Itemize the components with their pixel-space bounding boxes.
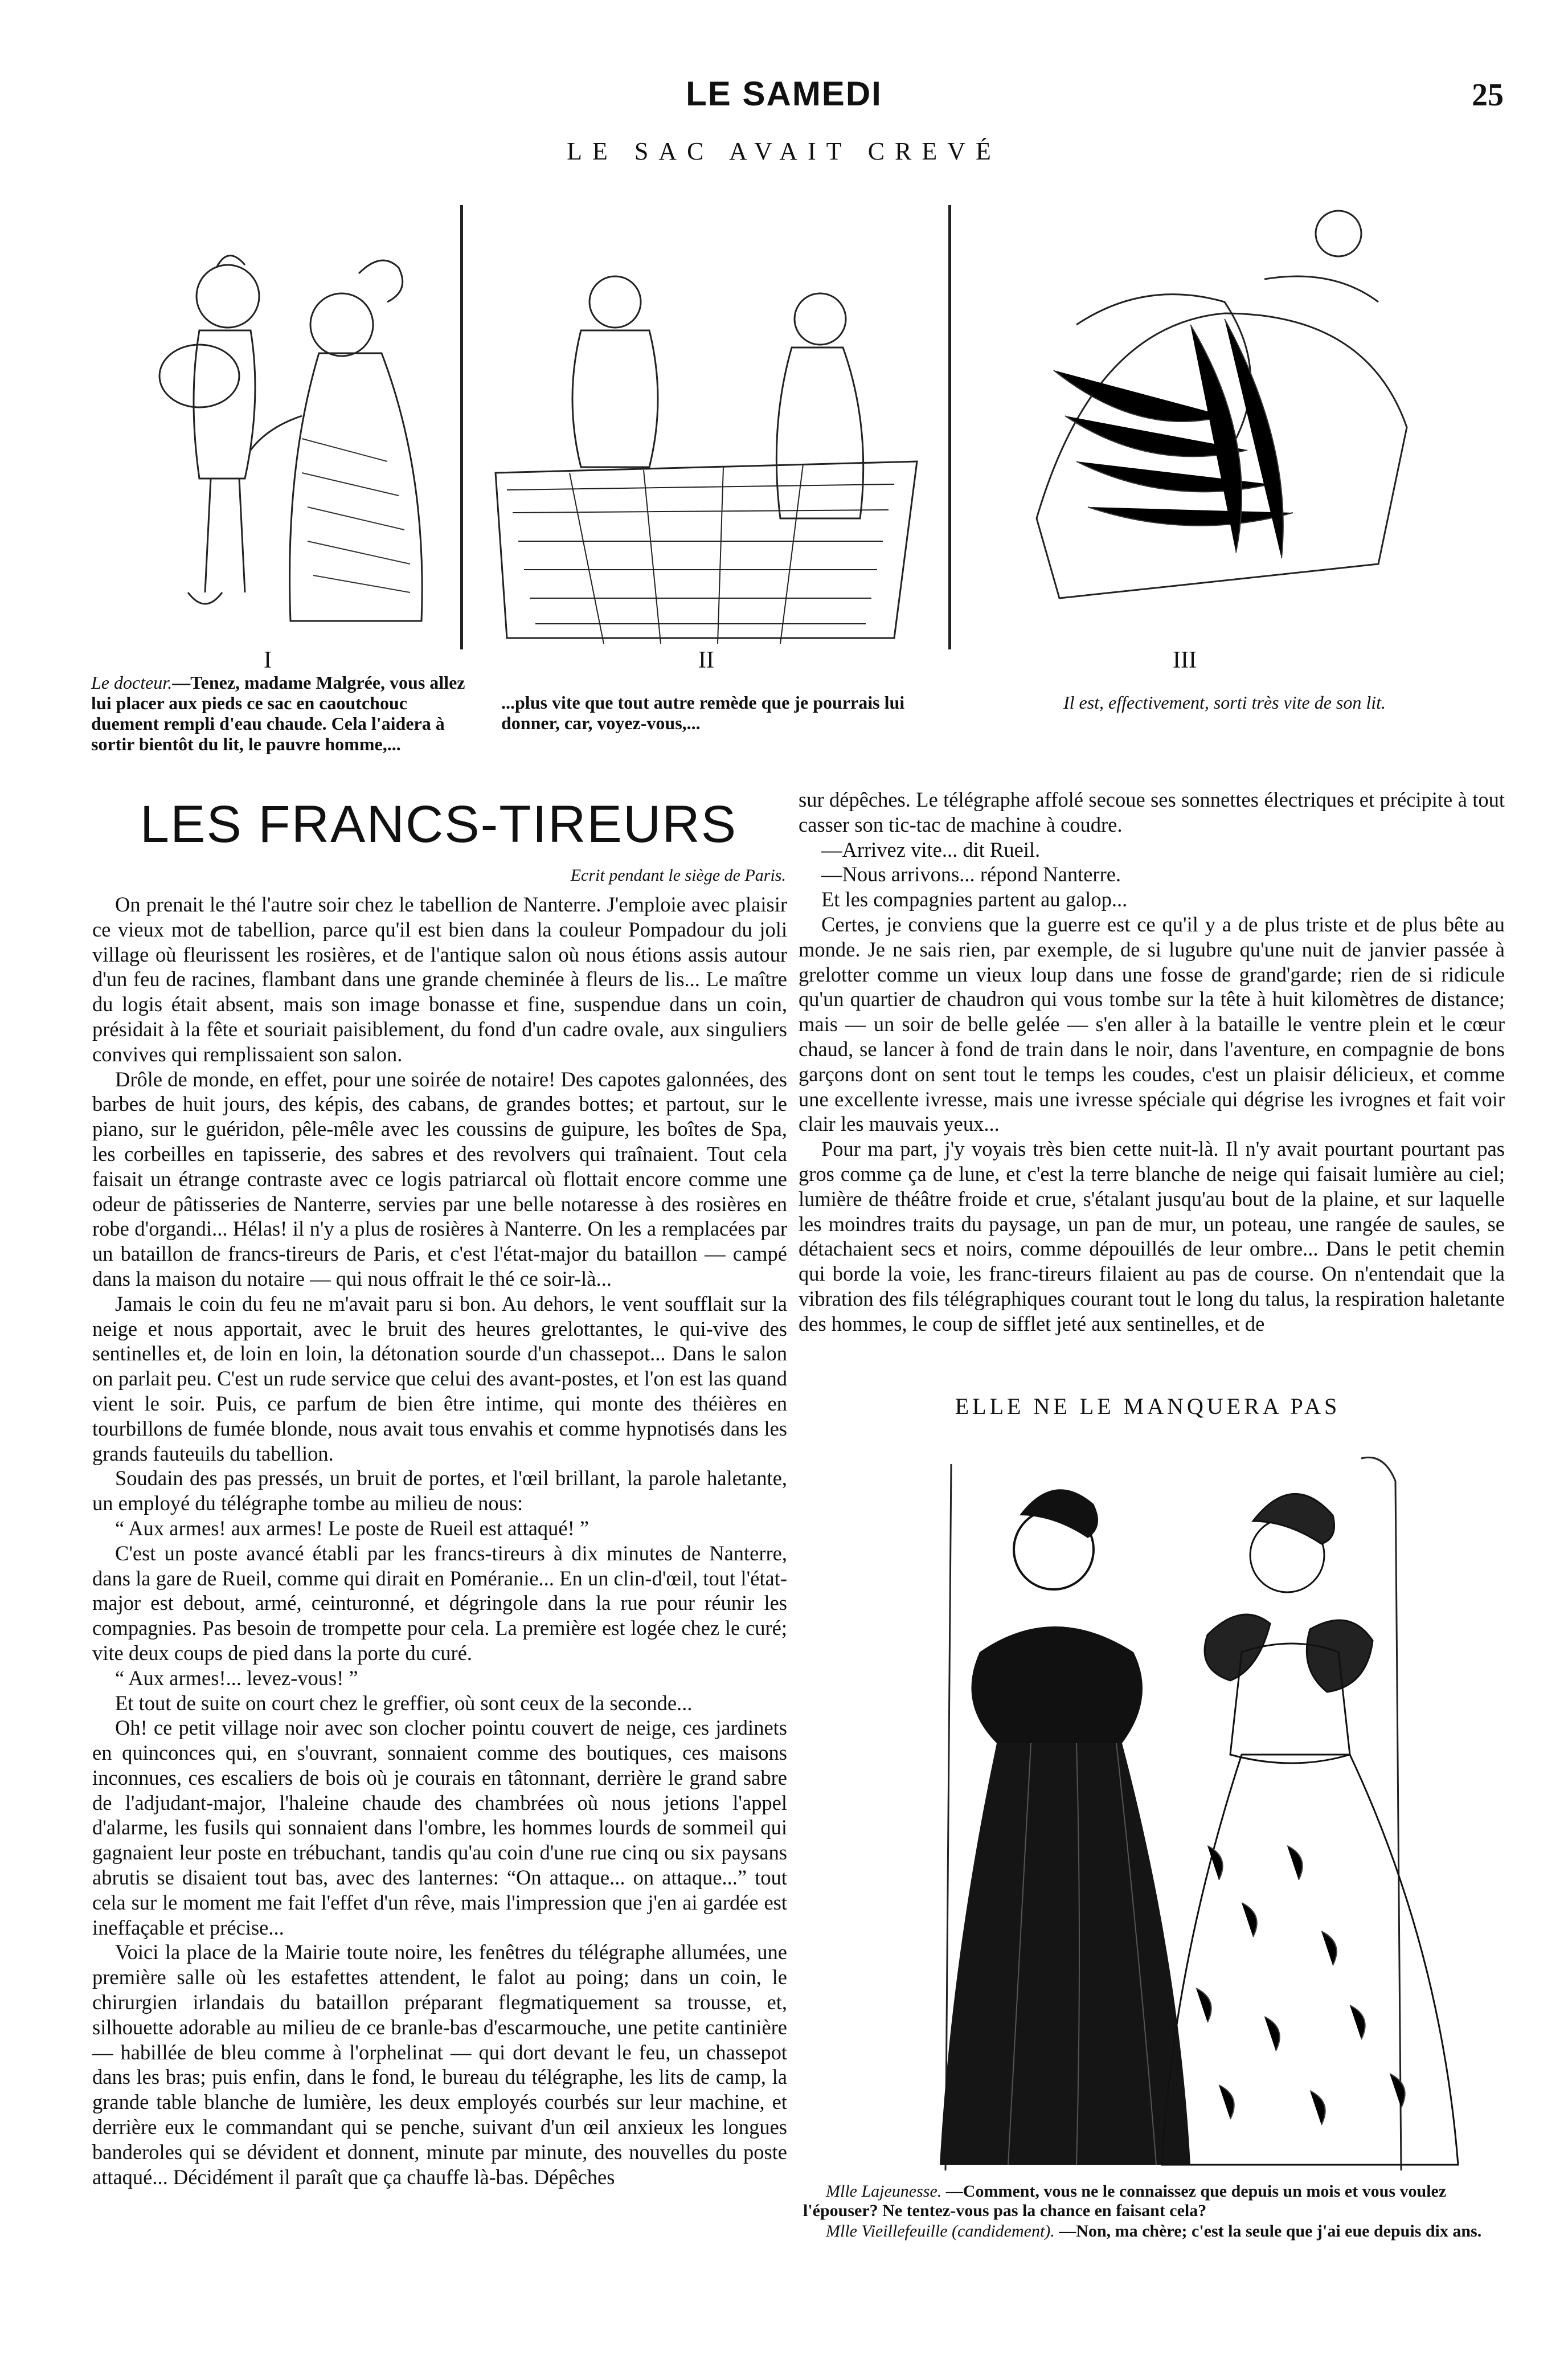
panel-3-text: Il est, effectivement, sorti très vite de son lit. (1063, 692, 1386, 713)
panel-2-caption: ...plus vite que tout autre remède que je pourrais lui donner, car, voyez-vous,... (501, 692, 905, 733)
two-women-illustration (809, 1447, 1492, 2170)
article-paragraph: Et tout de suite on court chez le greffier, où sont ceux de la seconde... (115, 1691, 693, 1715)
article-paragraph: Soudain des pas pressés, un bruit de portes, et l'œil brillant, la parole haletante, un employé du télégraphe tombe au milieu de nous: (92, 1466, 787, 1515)
article-paragraph: Pour ma part, j'y voyais très bien cette nuit-là. Il n'y avait pourtant pourtant pas gros comme ça de lune, et c'est la terre blanche de neige qui faisait lumière au ciel; lumière de théâtre froide et crue, s'étalant jusqu'au bout de la plaine, et sur laquelle les moindres traits du paysage, un pan de mur, un poteau, une rangée de saules, se détachaient secs et noirs, comme dépouillés de leur ombre... Dans le petit chemin qui borde la voie, les franc-tireurs filaient au pas de course. On n'entendait que la vibration des fils télégraphiques courant tout le long du talus, la respiration haletante des hommes, le coup de sifflet jeté aux sentinelles, et de (799, 1137, 1505, 1335)
article-paragraph: Certes, je conviens que la guerre est ce qu'il y a de plus triste et de plus bête au monde. Je ne sais rien, par exemple, de si lugubre qu'une nuit de janvier passée à grelotter comme un vieux loup dans une fosse de grand'garde; rien de si ridicule qu'un quartier de chaudron qui vous tombe sur la tête à huit kilomètres de distance; mais — un soir de belle gelée — s'en aller à la bataille le ventre plein et le cœur chaud, se lancer à fond de train dans le noir, dans l'aventure, en compagnie de bons garçons dont on sent tout le temps les coudes, c'est un plaisir délicieux, et comme une excellente ivresse, mais une ivresse spéciale qui dégrise les ivrognes et fait voir clair les mauvais yeux... (799, 912, 1505, 1136)
speaker-lajeunesse: Mlle Lajeunesse. (826, 2182, 942, 2201)
article-left-column (92, 892, 787, 2189)
article-paragraph: On prenait le thé l'autre soir chez le tabellion de Nanterre. J'emploie avec plaisir ce vieux mot de tabellion, parce qu'il est bien dans la couleur Pompadour du joli village où fleurissent les rosières, et de l'antique salon où nous étions assis autour d'un feu de racines, flambant dans une grande cheminée à fleurs de lis... Le maître du logis était absent, mais son image bonasse et fine, suspendue dans un coin, présidait à la fête et souriait paisiblement, du fond d'un cadre ovale, aux singuliers convives qui remplissaient son salon. (92, 893, 787, 1066)
article-paragraph: “ Aux armes! aux armes! Le poste de Rueil est attaqué! ” (115, 1516, 589, 1540)
panel-3-caption (1002, 692, 1447, 713)
article-paragraph: —Arrivez vite... dit Rueil. (821, 837, 1041, 861)
article-paragraph: Jamais le coin du feu ne m'avait paru si bon. Au dehors, le vent soufflait sur la neige et nous apportait, avec le bruit des heures grelottantes, le qui-vive des sentinelles et, de loin en loin, la détonation sourde d'un chassepot... Dans le salon on parlait peu. C'est un rude service que celui des avant-postes, et l'on est las quand vient le soir. Puis, ce parfum de bien être intime, qui monte des théières en tourbillons de fumée blonde, nous avait tous envahis et comme hypnotisés dans les grands fauteuils du tabellion. (92, 1291, 787, 1465)
panel-3-numeral: III (1173, 647, 1197, 673)
article-paragraph: C'est un poste avancé établi par les francs-tireurs à dix minutes de Nanterre, dans la gare de Rueil, comme qui dirait en Poméranie... En un clin-d'œil, tout l'état-major est debout, armé, ceinturonné, et dégringole dans la rue pour réunir les compagnies. Pas besoin de trompette pour cela. La première est logée chez le curé; vite deux coups de pied dans la porte du curé. (92, 1541, 787, 1665)
comic-title: LE SAC AVAIT CREVÉ (567, 137, 1001, 165)
article-paragraph: Oh! ce petit village noir avec son clocher pointu couvert de neige, ces jardinets en quinconces qui, en s'ouvrant, sonnaient comme des boutiques, ces maisons inconnues, ces escaliers de bois où je courais en tâtonnant, derrière le grand sabre de l'adjudant-major, l'haleine chaude des chambrées où nous jetions l'appel d'alarme, les fusils qui sonnaient dans l'ombre, les hommes lourds de sommeil qui gagnaient leur poste en trébuchant, tandis qu'au coin d'une rue cinq ou six paysans abrutis se disaient tout bas, avec des lanternes: “On attaque... on attaque...” tout cela sur le moment me fait l'effet d'un rêve, mais l'impression que j'en ai gardée est ineffaçable et précise... (92, 1716, 787, 1939)
panel-1-caption (91, 672, 467, 754)
article-title: LES FRANCS-TIREURS (140, 795, 738, 853)
comic-panel-2-illustration (484, 268, 928, 644)
article-paragraph: Voici la place de la Mairie toute noire, les fenêtres du télégraphe allumées, une première salle où les estafettes attendent, le falot au poing; dans un coin, le chirurgien irlandais du bataillon préparant flegmatiquement sa trousse, et, silhouette adorable au milieu de ce branle-bas d'escarmouche, une petite cantinière — habillée de bleu comme à l'orphelinat — qui dort devant le feu, un chassepot dans les bras; puis enfin, dans le fond, le bureau du télégraphe, les lits de camp, la grande table blanche de lumière, les deux employés courbés sur leur machine, et derrière eux le commandant qui se penche, suivant d'un œil anxieux les longues banderoles qui se dévident et donnent, minute par minute, des nouvelles du poste attaqué... Décidément il paraît que ça chauffe là-bas. Dépêches (92, 1940, 787, 2189)
panel-divider (460, 205, 463, 649)
panel-2-numeral: II (698, 647, 714, 673)
illustration-title: ELLE NE LE MANQUERA PAS (955, 1393, 1341, 1419)
comic-panel-3-illustration (1020, 199, 1418, 644)
two-women-drawing (809, 1447, 1492, 2170)
panel-1-speaker: Le docteur. (91, 672, 173, 693)
illustration-caption-line-1 (803, 2182, 1504, 2221)
page-number: 25 (1472, 77, 1504, 113)
article-paragraph: “ Aux armes!... levez-vous! ” (115, 1666, 358, 1690)
panel-divider (948, 205, 951, 649)
speaker-vieillefeuille: Mlle Vieillefeuille (candidement). (826, 2222, 1055, 2241)
comic-panel-2-drawing (484, 268, 928, 644)
article-paragraph: sur dépêches. Le télégraphe affolé secoue ses sonnettes électriques et précipite à tout casser son tic-tac de machine à coudre. (799, 788, 1505, 836)
illustration-caption-line-2 (803, 2222, 1504, 2241)
article-byline: Ecrit pendant le siège de Paris. (570, 866, 786, 885)
article-paragraph: Et les compagnies partent au galop... (821, 888, 1128, 911)
caption-text-2: —Non, ma chère; c'est la seule que j'ai eue depuis dix ans. (1059, 2222, 1482, 2241)
panel-1-numeral: I (264, 647, 272, 673)
comic-panel-3-drawing (1020, 199, 1418, 644)
caption-text-1: —Comment, vous ne le connaissez que depuis un mois et vous voulez l'épouser? Ne tentez-vous pas la chance en faisant cela? (803, 2182, 1447, 2220)
article-paragraph: Drôle de monde, en effet, pour une soirée de notaire! Des capotes galonnées, des barbes de huit jours, des képis, des cabans, de grandes bottes; et partout, sur le piano, sur le guéridon, pêle-mêle avec les coussins de guipure, les boîtes de Spa, les corbeilles en tapisserie, des sabres et des revolvers qui traînaient. Tout cela faisait un étrange contraste avec ce logis patriarcal où flottait encore comme une odeur de pâtisseries de Nanterre, servies par une belle notaresse à des rosières en robe d'organdi... Hélas! il n'y a plus de rosières à Nanterre. On les a remplacées par un bataillon de francs-tireurs de Paris, et c'est l'état-major du bataillon — campé dans la maison du notaire — qui nous offrait le thé ce soir-là... (92, 1067, 787, 1290)
article-paragraph: —Nous arrivons... répond Nanterre. (821, 862, 1121, 886)
comic-panel-1-drawing (131, 199, 450, 644)
comic-panel-1-illustration (131, 199, 450, 644)
article-right-column (799, 787, 1505, 1336)
panel-1-text: —Tenez, madame Malgrée, vous allez lui placer aux pieds ce sac en caoutchouc duement rempli d'eau chaude. Cela l'aidera à sortir bientôt du lit, le pauvre homme,... (91, 672, 465, 754)
journal-masthead: LE SAMEDI (686, 75, 882, 113)
